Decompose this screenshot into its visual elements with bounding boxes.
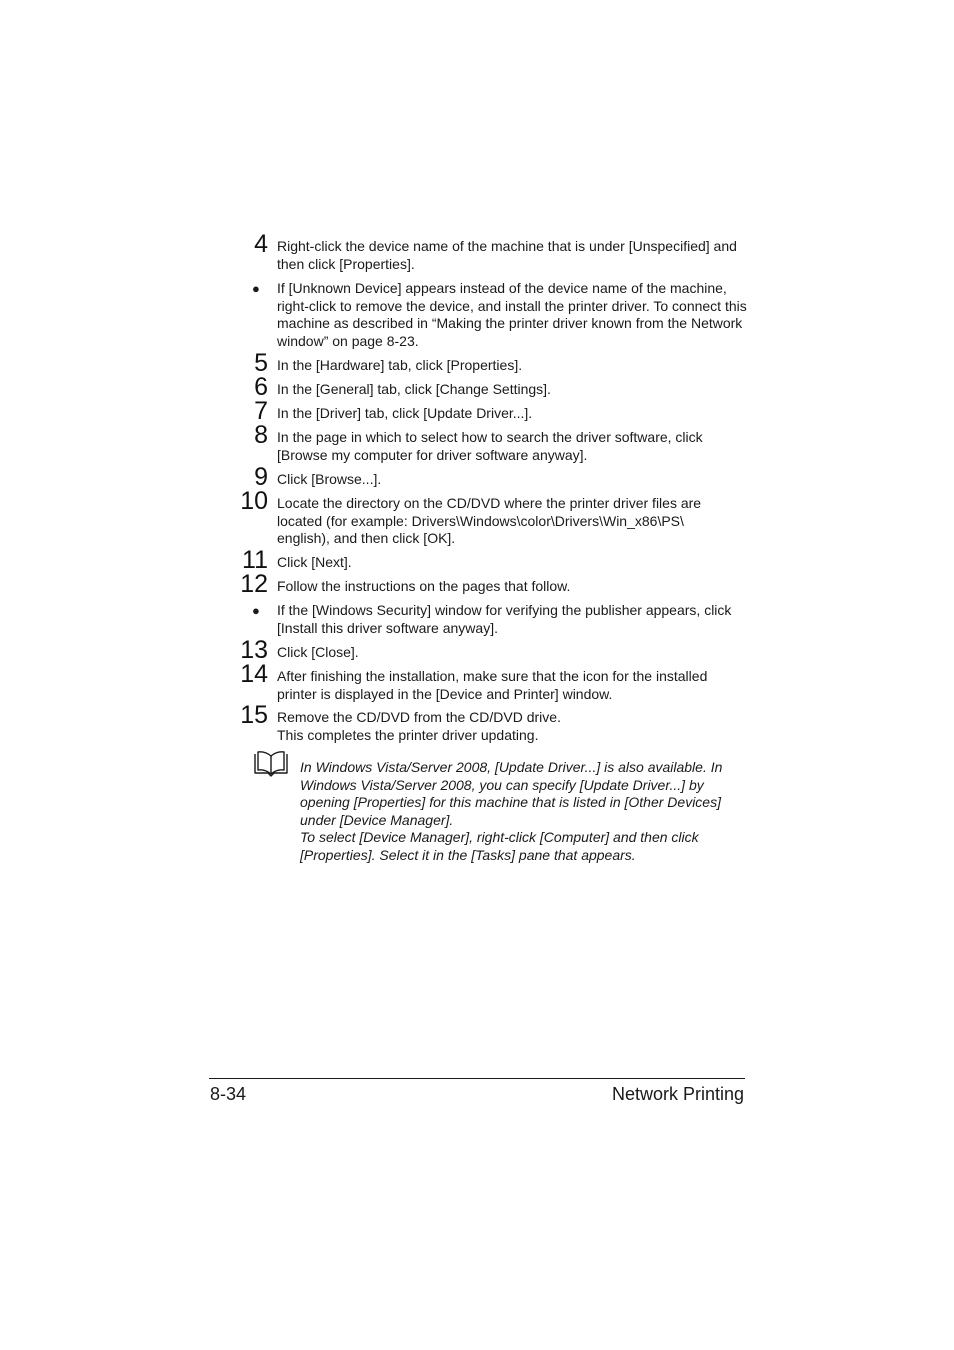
step-number: 12 bbox=[240, 570, 268, 598]
bullet-icon: ● bbox=[252, 603, 260, 618]
step-number: 13 bbox=[240, 636, 268, 664]
note-text bbox=[300, 759, 750, 865]
step-text: Remove the CD/DVD from the CD/DVD drive. bbox=[277, 709, 561, 725]
step-text: Follow the instructions on the pages that follow. bbox=[277, 578, 571, 594]
step-number: 10 bbox=[240, 487, 268, 515]
section-title: Network Printing bbox=[611, 1084, 744, 1104]
step-number: 11 bbox=[242, 546, 268, 574]
step-text: In the page in which to select how to search the driver software, click [Browse my computer for driver software anyway]. bbox=[277, 429, 703, 463]
page-number: 8-34 bbox=[210, 1084, 247, 1104]
step-text: Click [Close]. bbox=[277, 644, 359, 660]
step-text: Click [Browse...]. bbox=[277, 471, 382, 487]
step-text: Locate the directory on the CD/DVD where the printer driver files are located (for example: Drivers\Windows\color\Drivers\Win_x86\PS\ english), and then click [OK]. bbox=[277, 495, 702, 547]
bullet-icon: ● bbox=[252, 281, 260, 296]
footer-divider bbox=[209, 1078, 745, 1079]
step-number: 15 bbox=[240, 701, 268, 729]
step-text: In the [Hardware] tab, click [Properties]. bbox=[277, 357, 523, 373]
note-line: In Windows Vista/Server 2008, [Update Driver...] is also available. In Windows Vista/Server 2008, you can specify [Update Driver...] by opening [Properties] for this machine that is listed in [Other Devices] under [Device Manager]. bbox=[300, 759, 723, 828]
step-number: 4 bbox=[254, 230, 268, 258]
completion-text: This completes the printer driver updating. bbox=[277, 727, 539, 743]
step-text: In the [General] tab, click [Change Settings]. bbox=[277, 381, 551, 397]
step-number: 9 bbox=[254, 463, 268, 491]
bullet-text: If [Unknown Device] appears instead of the device name of the machine, right-click to remove the device, and install the printer driver. To connect this machine as described in “Making the printer driver known from the Network window” on page 8-23. bbox=[277, 280, 747, 349]
step-text: Click [Next]. bbox=[277, 554, 352, 570]
step-number: 6 bbox=[254, 373, 268, 401]
step-text: After finishing the installation, make sure that the icon for the installed printer is displayed in the [Device and Printer] window. bbox=[277, 668, 708, 702]
bullet-text: If the [Windows Security] window for verifying the publisher appears, click [Install this driver software anyway]. bbox=[277, 602, 732, 636]
step-number: 14 bbox=[240, 660, 268, 688]
note-line: To select [Device Manager], right-click [Computer] and then click [Properties]. Select it in the [Tasks] pane that appears. bbox=[300, 829, 699, 863]
step-text: In the [Driver] tab, click [Update Driver...]. bbox=[277, 405, 533, 421]
book-icon bbox=[253, 751, 289, 777]
step-number: 7 bbox=[254, 397, 268, 425]
step-number: 5 bbox=[254, 349, 268, 377]
step-text: Right-click the device name of the machine that is under [Unspecified] and then click [Properties]. bbox=[277, 238, 737, 272]
step-number: 8 bbox=[254, 421, 268, 449]
